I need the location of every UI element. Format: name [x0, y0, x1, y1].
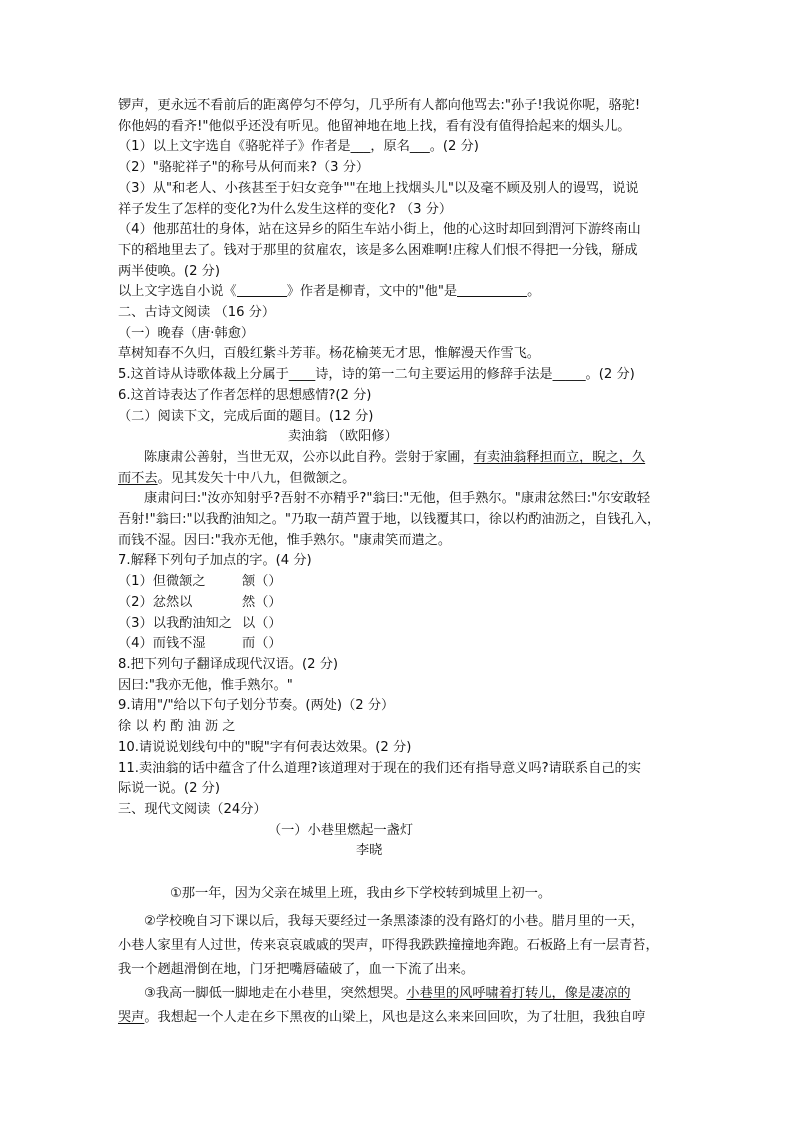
source-prefix: 以上文字选自小说《 — [118, 284, 237, 300]
essay-paragraph: 吾射!"翁曰:"以我酌油知之。"乃取一葫芦置于地，以钱覆其口，徐以杓酌油沥之，自钱孔入， — [118, 512, 661, 528]
part-intro: （二）阅读下文，完成后面的题目。(12 分) — [118, 408, 374, 424]
question-4-line: 两半使唤。(2 分) — [118, 263, 220, 279]
question-2: （2）"骆驼祥子"的称号从何而来?（3 分） — [118, 160, 370, 176]
q7-phrase: （2）忿然以 — [118, 594, 193, 610]
essay-title: （一）小巷里燃起一盏灯 — [268, 822, 414, 838]
essay-paragraph — [118, 469, 678, 490]
essay-paragraph — [118, 448, 678, 469]
q7-phrase: （1）但微颔之 — [118, 574, 206, 590]
question-4-source — [118, 282, 678, 303]
document-page — [118, 96, 678, 1030]
q7-item — [118, 572, 678, 593]
underlined-sentence: 有卖油翁释担而立，睨之，久 — [473, 449, 646, 465]
poem-text: 草树知春不久归，百般红紫斗芳菲。杨花榆荚无才思，惟解漫天作雪飞。 — [118, 346, 540, 362]
spacer — [118, 862, 678, 882]
source-end: 。 — [527, 284, 541, 300]
essay-paragraph: 我一个趔趄滑倒在地，门牙把嘴唇磕破了，血一下流了出来。 — [118, 962, 475, 978]
question-9: 9.请用"/"给以下句子划分节奏。(两处)（2 分） — [118, 698, 395, 714]
source-mid: 》作者是柳青，文中的"他"是 — [286, 284, 458, 300]
underlined-sentence: 小巷里的风呼啸着打转儿，像是凄凉的 — [406, 986, 631, 1002]
question-7: 7.解释下列句子加点的字。(4 分) — [118, 553, 312, 569]
passage-line: 你他妈的看齐!"他似乎还没有听见。他留神地在地上找，看有没有值得拾起来的烟头儿。 — [118, 118, 631, 134]
poem-title: （一）晚春（唐·韩愈） — [118, 325, 255, 341]
q7-item — [118, 614, 678, 635]
question-11: 11.卖油翁的话中蕴含了什么道理?该道理对于现在的我们还有指导意义吗?请联系自己的实 — [118, 760, 641, 776]
essay-paragraph — [118, 1006, 678, 1030]
question-3-line: 祥子发生了怎样的变化?为什么发生这样的变化? （3 分） — [118, 201, 453, 217]
answer-blank[interactable] — [457, 282, 527, 297]
q7-phrase: （3）以我酌油知之 — [118, 615, 232, 631]
question-10: 10.请说说划线句中的"睨"字有何表达效果。(2 分) — [118, 739, 412, 755]
question-8: 8.把下列句子翻译成现代汉语。(2 分) — [118, 656, 339, 672]
q7-item — [118, 634, 678, 655]
question-1: （1）以上文字选自《骆驼祥子》作者是___，原名___。(2 分) — [118, 139, 479, 155]
answer-blank[interactable] — [237, 282, 287, 297]
section-heading: 三、现代文阅读（24分） — [118, 801, 267, 817]
q7-word: 颔（） — [242, 574, 282, 590]
q8-sentence: 因曰:"我亦无他，惟手熟尔。" — [118, 677, 293, 693]
q7-word: 以（） — [242, 615, 282, 631]
essay-text: 。我想起一个人走在乡下黑夜的山梁上，风也是这么来来回回吹，为了壮胆，我独自哼 — [144, 1010, 646, 1026]
q7-word: 而（） — [242, 636, 282, 652]
question-11: 际说一说。(2 分) — [118, 781, 220, 797]
question-6: 6.这首诗表达了作者怎样的思想感情?(2 分) — [118, 387, 372, 403]
essay-paragraph: ②学校晚自习下课以后，我每天要经过一条黑漆漆的没有路灯的小巷。腊月里的一天， — [144, 914, 644, 930]
question-4-line: （4）他那茁壮的身体，站在这异乡的陌生车站小街上，他的心这时却回到渭河下游终南山 — [118, 222, 641, 238]
essay-paragraph: 而钱不湿。因曰:"我亦无他，惟手熟尔。"康肃笑而遣之。 — [118, 532, 452, 548]
essay-text: ③我高一脚低一脚地走在小巷里，突然想哭。 — [144, 986, 407, 1002]
q9-sentence: 徐 以 杓 酌 油 沥 之 — [118, 719, 236, 735]
essay-author: 李晓 — [356, 843, 383, 859]
question-5: 5.这首诗从诗歌体裁上分属于____诗，诗的第一二句主要运用的修辞手法是_____。(2 分) — [118, 367, 635, 383]
essay-title: 卖油翁 （欧阳修） — [288, 429, 398, 445]
essay-paragraph — [118, 982, 678, 1006]
q7-phrase: （4）而钱不湿 — [118, 636, 206, 652]
essay-text: 。见其发矢十中八九，但微颔之。 — [157, 470, 356, 486]
essay-text: 陈康肃公善射，当世无双，公亦以此自矜。尝射于家圃， — [144, 449, 474, 465]
essay-paragraph: ①那一年，因为父亲在城里上班，我由乡下学校转到城里上初一。 — [170, 886, 552, 902]
section-heading: 二、古诗文阅读 （16 分） — [118, 305, 276, 321]
underlined-sentence: 哭声 — [118, 1010, 145, 1026]
question-3-line: （3）从"和老人、小孩甚至于妇女竞争""在地上找烟头儿"以及毫不顾及别人的谩骂，说说 — [118, 180, 639, 196]
essay-paragraph: 小巷人家里有人过世，传来哀哀戚戚的哭声，吓得我跌跌撞撞地奔跑。石板路上有一层青苔， — [118, 938, 659, 954]
passage-line: 锣声，更永远不看前后的距离停匀不停匀，几乎所有人都向他骂去:"孙子!我说你呢，骆驼! — [118, 98, 641, 113]
q7-word: 然（） — [242, 594, 282, 610]
q7-item — [118, 593, 678, 614]
essay-paragraph: 康肃问曰:"汝亦知射乎?吾射不亦精乎?"翁曰:"无他，但手熟尔。"康肃忿然曰:"尔安敢轻 — [144, 491, 651, 507]
question-4-line: 下的稻地里去了。钱对于那里的贫雇农，该是多么困难啊!庄稼人们恨不得把一分钱，掰成 — [118, 242, 638, 258]
underlined-sentence: 而不去 — [118, 470, 158, 486]
